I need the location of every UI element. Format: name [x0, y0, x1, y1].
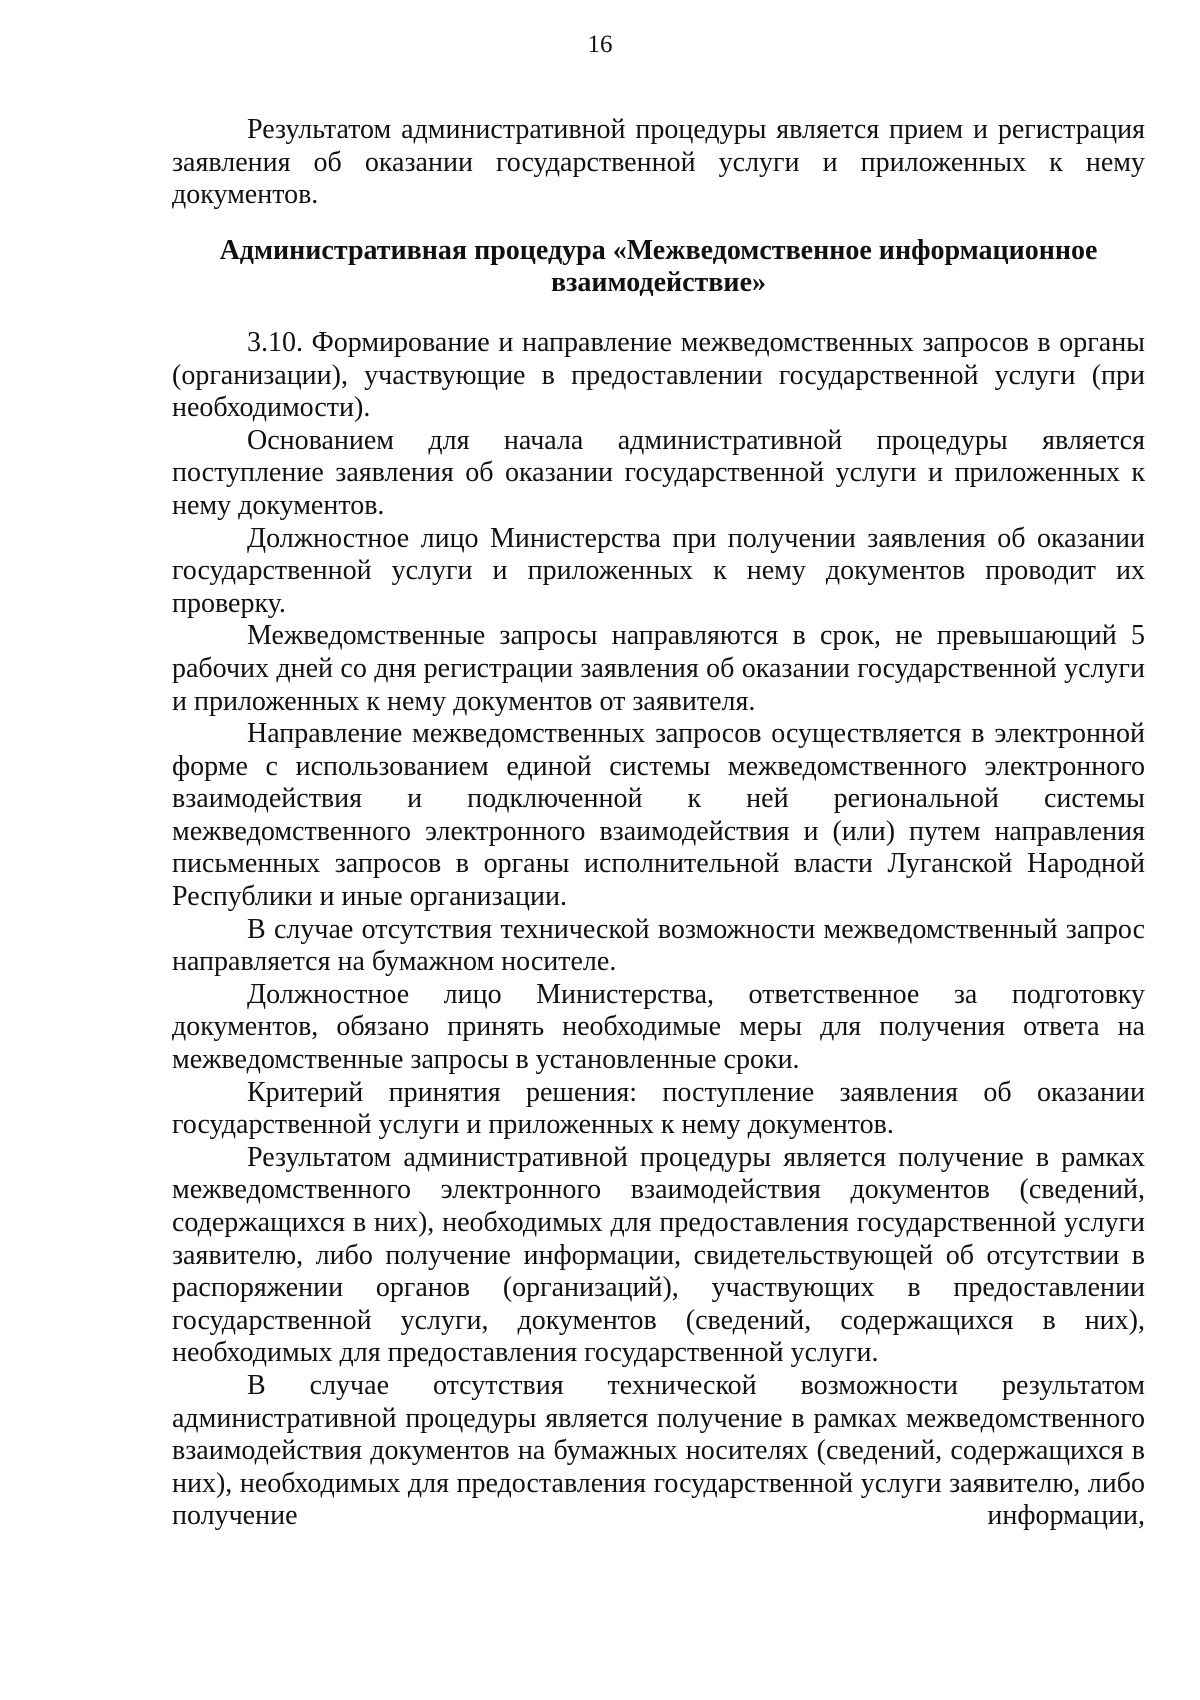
paragraph-paper-requests: В случае отсутствия технической возможности межведомственный запрос направляется на бумажном носителе.	[172, 913, 1145, 978]
paragraph-3-10: 3.10. Формирование и направление межведомственных запросов в органы (организации), участвующие в предоставлении государственной услуги (при необходимости).	[172, 326, 1145, 424]
paragraph-official-responsible: Должностное лицо Министерства, ответственное за подготовку документов, обязано принять необходимые меры для получения ответа на межведомственные запросы в установленные сроки.	[172, 978, 1145, 1076]
document-body	[172, 114, 1145, 1533]
paragraph-procedure-result: Результатом административной процедуры является получение в рамках межведомственного электронного взаимодействия документов (сведений, содержащихся в них), необходимых для предоставления государственной услуги заявителю, либо получение информации, свидетельствующей об отсутствии в распоряжении органов (организаций), участвующих в предоставлении государственной услуги, документов (сведений, содержащихся в них), необходимых для предоставления государственной услуги.	[172, 1141, 1145, 1369]
paragraph-decision-criterion: Критерий принятия решения: поступление заявления об оказании государственной услуги и приложенных к нему документов.	[172, 1076, 1145, 1141]
page-number: 16	[587, 31, 613, 58]
paragraph-electronic-requests: Направление межведомственных запросов осуществляется в электронной форме с использованием единой системы межведомственного электронного взаимодействия и подключенной к ней региональной системы межведомственного электронного взаимодействия и (или) путем направления письменных запросов в органы исполнительной власти Луганской Народной Республики и иные организации.	[172, 718, 1145, 913]
paragraph-paper-result: В случае отсутствия технической возможности результатом административной процедуры является получение в рамках межведомственного взаимодействия документов на бумажных носителях (сведений, содержащихся в них), необходимых для предоставления государственной услуги заявителю, либо получение информации,	[172, 1369, 1145, 1532]
paragraph-result-registration: Результатом административной процедуры является прием и регистрация заявления об оказании государственной услуги и приложенных к нему документов.	[172, 114, 1145, 211]
paragraph-official-check: Должностное лицо Министерства при получении заявления об оказании государственной услуги и приложенных к нему документов проводит их проверку.	[172, 522, 1145, 619]
paragraph-request-deadline: Межведомственные запросы направляются в срок, не превышающий 5 рабочих дней со дня регистрации заявления об оказании государственной услуги и приложенных к нему документов от заявителя.	[172, 620, 1145, 717]
section-heading: Административная процедура «Межведомственное информационное взаимодействие»	[219, 234, 1098, 299]
paragraph-basis: Основанием для начала административной процедуры является поступление заявления об оказании государственной услуги и приложенных к нему документов.	[172, 424, 1145, 521]
